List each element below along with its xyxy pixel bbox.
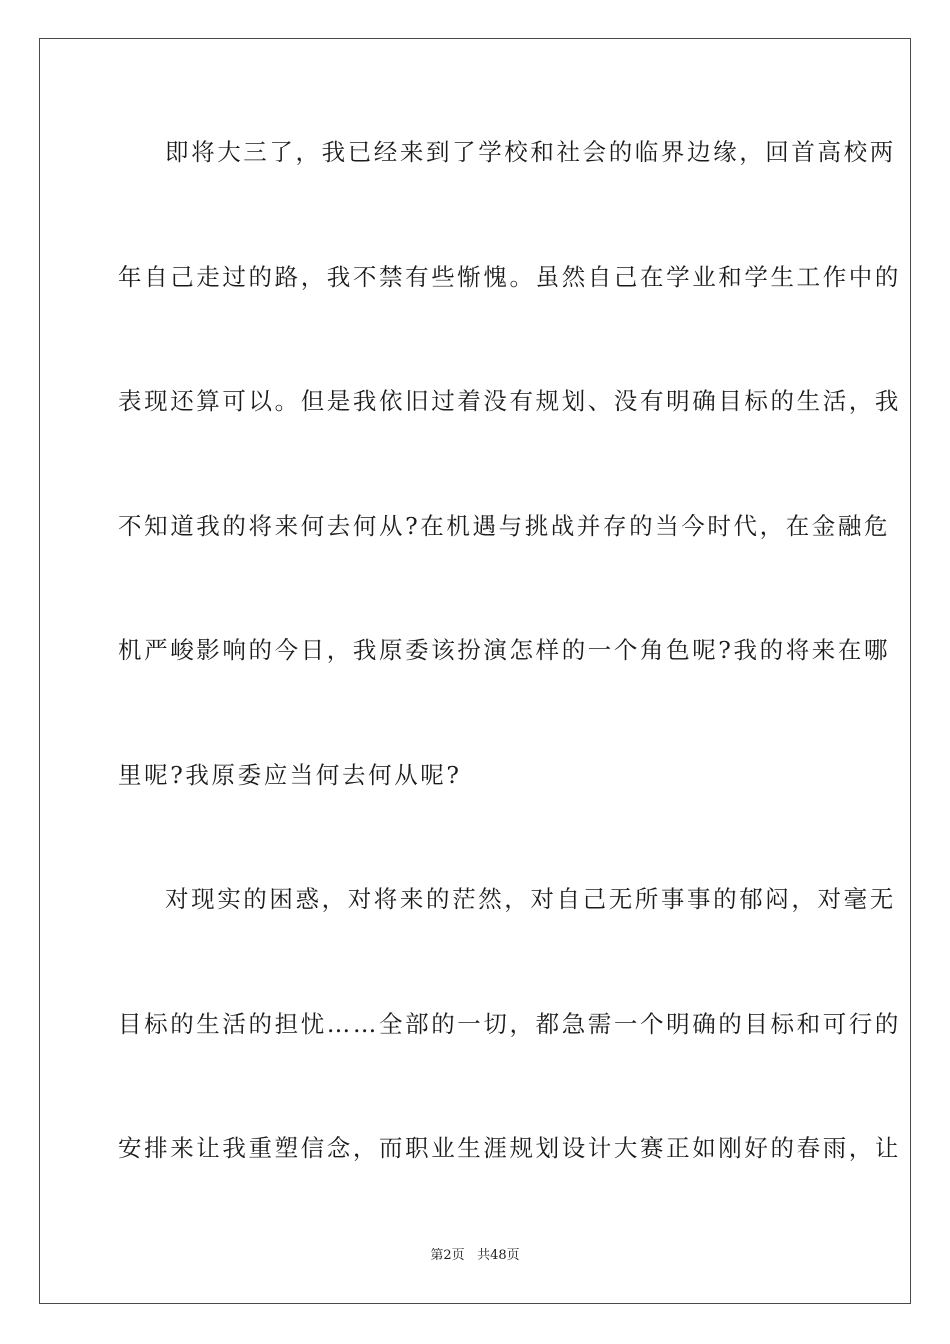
paragraph-1-line-6: 里呢?我原委应当何去何从呢? [118,761,462,789]
page-number-label: 第2页 [430,1248,465,1263]
page-border [39,38,911,1304]
paragraph-2-line-2: 目标的生活的担忧……全部的一切，都急需一个明确的目标和可行的 [118,1010,901,1038]
paragraph-1-line-4: 不知道我的将来何去何从?在机遇与挑战并存的当今时代，在金融危 [118,512,891,540]
page-total-label: 共48页 [477,1248,520,1263]
paragraph-1-line-2: 年自己走过的路，我不禁有些惭愧。虽然自己在学业和学生工作中的 [118,263,901,291]
paragraph-2-line-1: 对现实的困惑，对将来的茫然，对自己无所事事的郁闷，对毫无 [165,885,896,913]
paragraph-1-line-5: 机严峻影响的今日，我原委该扮演怎样的一个角色呢?我的将来在哪 [118,636,891,664]
paragraph-1-line-1: 即将大三了，我已经来到了学校和社会的临界边缘，回首高校两 [165,138,896,166]
paragraph-1-line-3: 表现还算可以。但是我依旧过着没有规划、没有明确目标的生活，我 [118,387,901,415]
page-footer [0,1247,950,1265]
paragraph-2-line-3: 安排来让我重塑信念，而职业生涯规划设计大赛正如刚好的春雨，让 [118,1134,901,1162]
